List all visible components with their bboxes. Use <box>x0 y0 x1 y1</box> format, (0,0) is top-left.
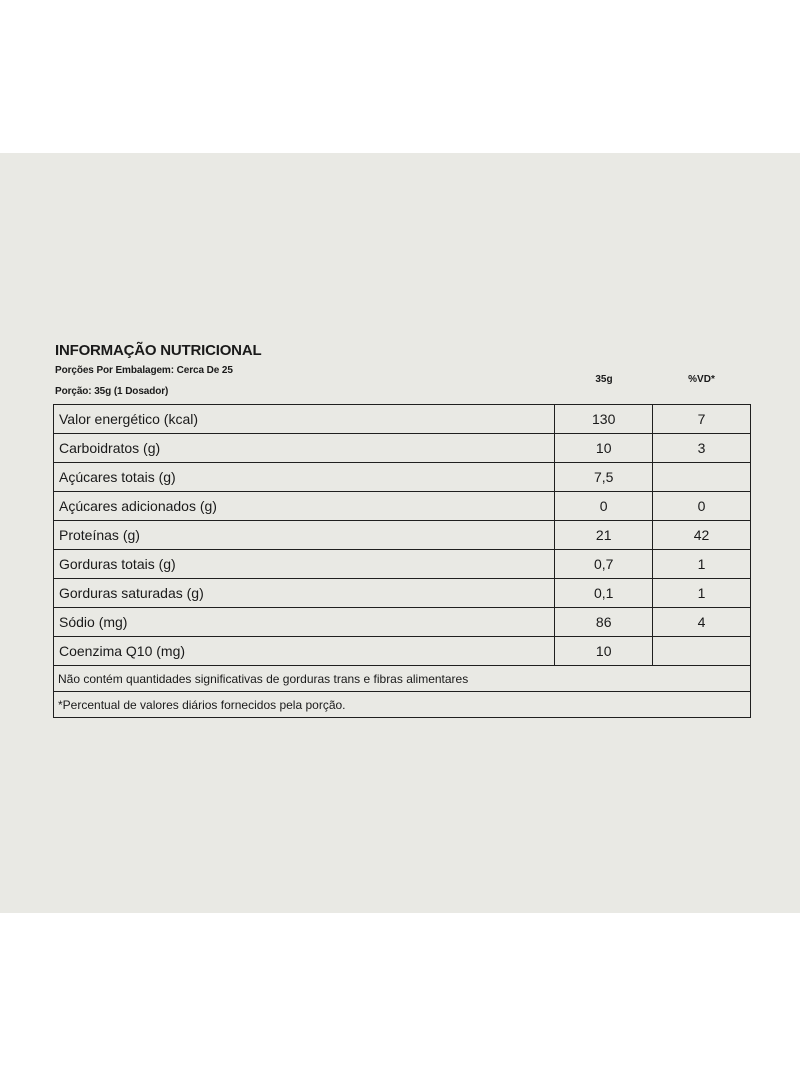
table-note-row <box>54 666 751 692</box>
nutrient-vd: 1 <box>653 579 751 608</box>
table-row <box>54 608 751 637</box>
nutrient-name: Açúcares totais (g) <box>54 463 555 492</box>
nutrient-vd: 42 <box>653 521 751 550</box>
portion-size: Porção: 35g (1 Dosador) <box>55 386 169 397</box>
nutrient-amount: 86 <box>555 608 653 637</box>
nutrient-amount: 21 <box>555 521 653 550</box>
servings-per-package: Porções Por Embalagem: Cerca De 25 <box>55 365 233 376</box>
table-row <box>54 492 751 521</box>
column-header-vd: %VD* <box>688 374 715 385</box>
nutrition-table <box>53 404 751 718</box>
nutrient-amount: 0,7 <box>555 550 653 579</box>
nutrient-vd: 0 <box>653 492 751 521</box>
nutrient-vd <box>653 463 751 492</box>
table-row <box>54 579 751 608</box>
nutrient-name: Proteínas (g) <box>54 521 555 550</box>
nutrient-amount: 10 <box>555 637 653 666</box>
nutrient-name: Gorduras saturadas (g) <box>54 579 555 608</box>
nutrient-amount: 7,5 <box>555 463 653 492</box>
nutrient-name: Coenzima Q10 (mg) <box>54 637 555 666</box>
nutrient-amount: 0,1 <box>555 579 653 608</box>
table-row <box>54 463 751 492</box>
nutrient-vd: 1 <box>653 550 751 579</box>
table-row <box>54 550 751 579</box>
nutrient-name: Gorduras totais (g) <box>54 550 555 579</box>
nutrient-amount: 130 <box>555 405 653 434</box>
nutrient-name: Carboidratos (g) <box>54 434 555 463</box>
table-row <box>54 521 751 550</box>
nutrient-vd: 7 <box>653 405 751 434</box>
nutrient-amount: 0 <box>555 492 653 521</box>
column-header-portion: 35g <box>595 374 613 385</box>
note-daily-values: *Percentual de valores diários fornecidos pela porção. <box>54 692 751 718</box>
table-note-row <box>54 692 751 718</box>
nutrient-vd: 4 <box>653 608 751 637</box>
nutrient-name: Açúcares adicionados (g) <box>54 492 555 521</box>
nutrient-vd: 3 <box>653 434 751 463</box>
nutrient-name: Sódio (mg) <box>54 608 555 637</box>
nutrient-name: Valor energético (kcal) <box>54 405 555 434</box>
nutrient-amount: 10 <box>555 434 653 463</box>
nutrient-vd <box>653 637 751 666</box>
table-row <box>54 405 751 434</box>
table-row <box>54 637 751 666</box>
table-row <box>54 434 751 463</box>
note-trans-fat: Não contém quantidades significativas de gorduras trans e fibras alimentares <box>54 666 751 692</box>
page-title: INFORMAÇÃO NUTRICIONAL <box>55 342 262 359</box>
